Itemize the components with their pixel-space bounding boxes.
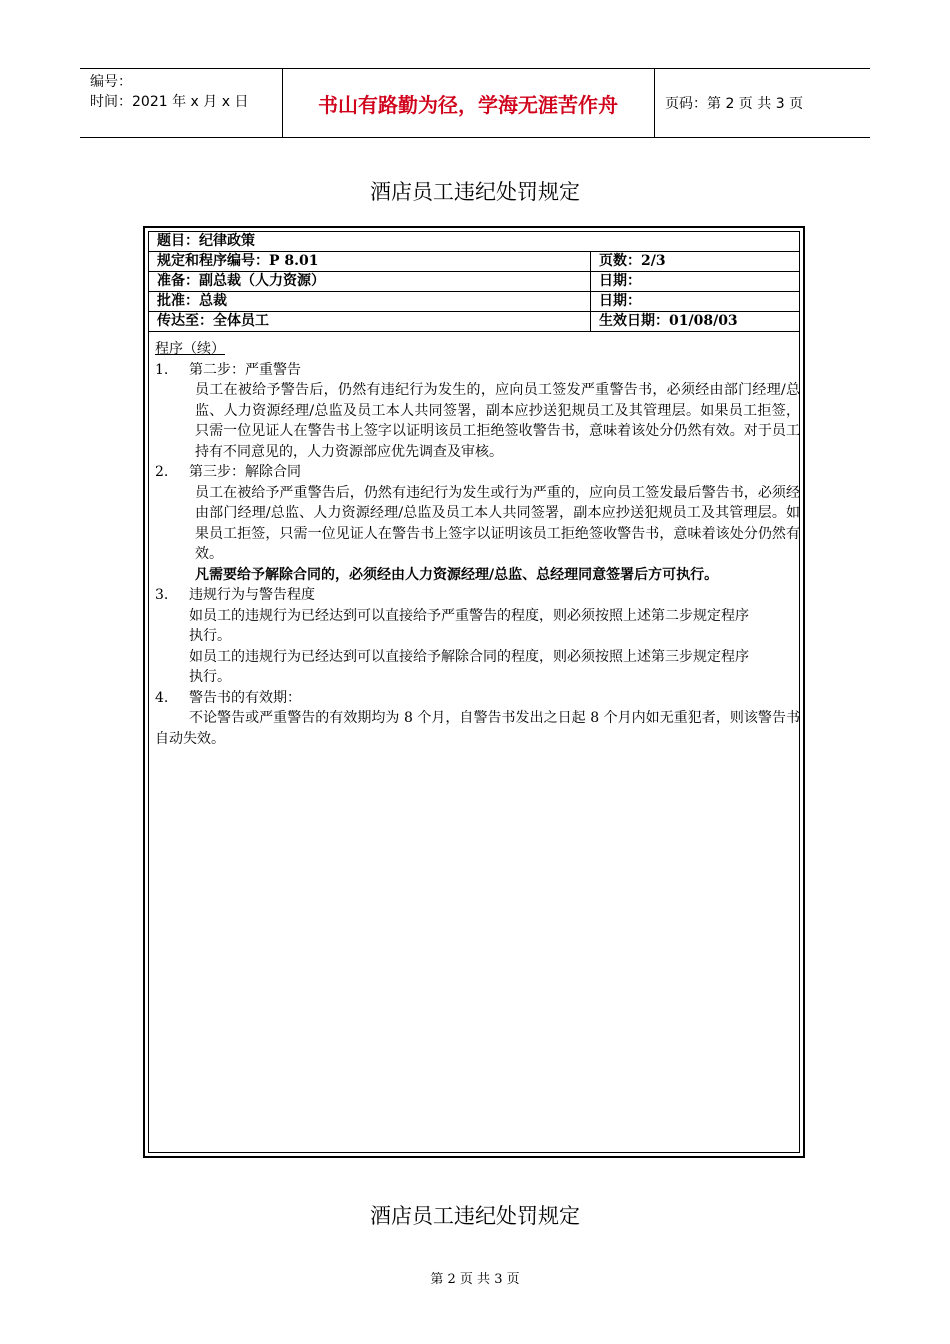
item-1-number: 1.	[155, 361, 169, 378]
meta-code: 规定和程序编号：P 8.01	[149, 252, 591, 272]
policy-form-inner	[148, 231, 800, 1153]
item-4-number: 4.	[155, 689, 169, 706]
item-2-text: 员工在被给予严重警告后，仍然有违纪行为发生或行为严重的，应向员工签发最后警告书，必须经由部门经理/总监、人力资源经理/总监及员工本人共同签署，副本应抄送犯规员工及其管理层。如果员工拒签，只需一位见证人在警告书上签字以证明该员工拒绝签收警告书，意味着该处分仍然有效。	[195, 484, 800, 562]
item-3-text-2: 如员工的违规行为已经达到可以直接给予解除合同的程度，则必须按照上述第三步规定程序	[189, 648, 749, 665]
meta-row-code	[149, 252, 799, 272]
meta-prepared: 准备：副总裁（人力资源）	[149, 272, 591, 292]
meta-row-distributed	[149, 312, 799, 332]
item-2-title: 第三步：解除合同	[189, 464, 301, 480]
header-page-label: 页码：第 2 页 共 3 页	[665, 96, 804, 112]
item-2-number: 2.	[155, 464, 169, 480]
item-1-title: 第二步：严重警告	[189, 361, 301, 378]
header-motto: 书山有路勤为径，学海无涯苦作舟	[282, 69, 655, 137]
meta-date-2: 日期：	[591, 292, 800, 312]
header-time-label: 时间：2021 年 x 月 x 日	[90, 94, 249, 110]
policy-form-frame	[143, 226, 805, 1158]
item-2-heading	[155, 462, 800, 483]
item-1-heading	[155, 360, 800, 381]
item-3-execute-1: 执行。	[189, 628, 231, 644]
meta-row-approved	[149, 292, 799, 312]
item-4-text: 不论警告或严重警告的有效期均为 8 个月，自警告书发出之日起 8 个月内如无重犯者，则该警告书自动失效。	[155, 710, 800, 747]
item-2-bold-note: 凡需要给予解除合同的，必须经由人力资源经理/总监、总经理同意签署后方可执行。	[195, 566, 719, 583]
meta-date-1: 日期：	[591, 272, 800, 292]
meta-approved: 批准：总裁	[149, 292, 591, 312]
page-footer: 第 2 页 共 3 页	[430, 1272, 520, 1287]
document-title-repeat: 酒店员工违纪处罚规定	[370, 1204, 580, 1228]
document-title: 酒店员工违纪处罚规定	[370, 180, 580, 204]
meta-row-subject	[149, 232, 799, 252]
meta-row-prepared	[149, 272, 799, 292]
meta-subject: 题目：纪律政策	[149, 232, 799, 252]
item-3-title: 违规行为与警告程度	[189, 587, 315, 603]
item-4-heading	[155, 688, 800, 709]
meta-pages: 页数：2/3	[591, 252, 800, 272]
procedure-body	[155, 339, 800, 749]
meta-distributed: 传达至：全体员工	[149, 312, 591, 332]
document-header	[80, 68, 870, 138]
header-number-label: 编号：	[90, 74, 132, 90]
header-info-cell	[80, 69, 283, 137]
item-3-execute-2: 执行。	[189, 669, 231, 685]
item-3-text-1: 如员工的违规行为已经达到可以直接给予严重警告的程度，则必须按照上述第二步规定程序	[189, 607, 749, 624]
item-3-heading	[155, 585, 800, 606]
policy-meta-table	[149, 232, 799, 332]
item-1-text: 员工在被给予警告后，仍然有违纪行为发生的，应向员工签发严重警告书，必须经由部门经理/总监、人力资源经理/总监及员工本人共同签署，副本应抄送犯规员工及其管理层。如果员工拒签，只需一位见证人在警告书上签字以证明该员工拒绝签收警告书，意味着该处分仍然有效。对于员工持有不同意见的，人力资源部应优先调查及审核。	[195, 382, 800, 460]
item-4-title: 警告书的有效期：	[189, 689, 301, 706]
meta-effective-date: 生效日期：01/08/03	[591, 312, 800, 332]
procedure-heading: 程序（续）	[155, 341, 225, 357]
item-3-number: 3.	[155, 587, 169, 603]
